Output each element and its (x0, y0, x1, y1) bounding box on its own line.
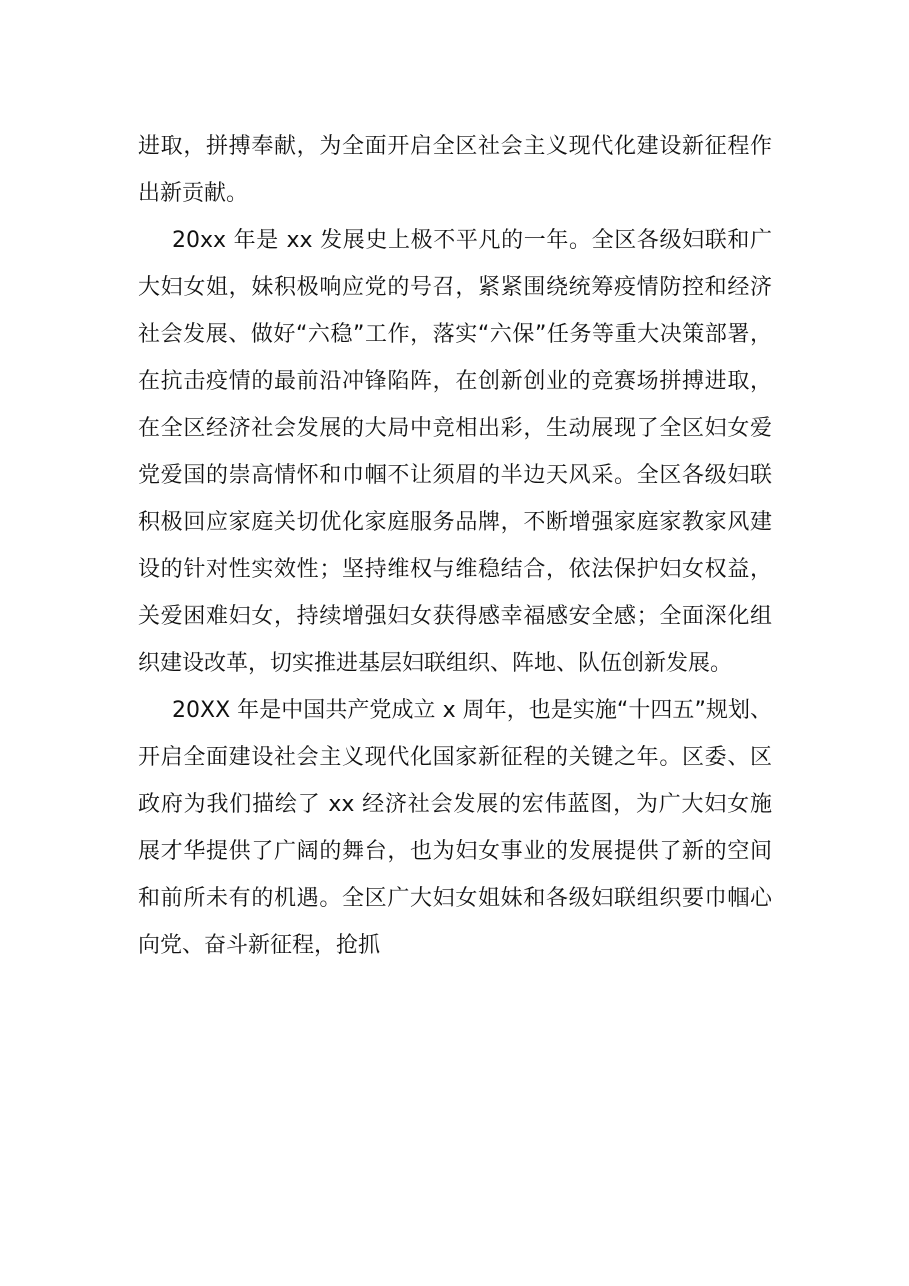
paragraph-continuation: 进取，拼搏奉献，为全面开启全区社会主义现代化建设新征程作出新贡献。 (138, 134, 772, 206)
paragraph-20xx-review: 20xx 年是 xx 发展史上极不平凡的一年。全区各级妇联和广大妇女姐，妹积极响应党的号召，紧紧围绕统筹疫情防控和经济社会发展、做好“六稳”工作，落实“六保”任务等重大决策部署，在抗击疫情的最前沿冲锋陷阵，在创新创业的竞赛场拼搏进取，在全区经济社会发展的大局中竞相出彩，生动展现了全区妇女爱党爱国的崇高情怀和巾帼不让须眉的半边天风采。全区各级妇联积极回应家庭关切优化家庭服务品牌，不断增强家庭家教家风建设的针对性实效性；坚持维权与维稳结合，依法保护妇女权益，关爱困难妇女，持续增强妇女获得感幸福感安全感；全面深化组织建设改革，切实推进基层妇联组织、阵地、队伍创新发展。 (138, 228, 772, 676)
paragraph-20xx-outlook: 20XX 年是中国共产党成立 x 周年，也是实施“十四五”规划、开启全面建设社会主义现代化国家新征程的关键之年。区委、区政府为我们描绘了 xx 经济社会发展的宏伟蓝图，为广大妇女施展才华提供了广阔的舞台，也为妇女事业的发展提供了新的空间和前所未有的机遇。全区广大妇女姐妹和各级妇联组织要巾帼心向党、奋斗新征程，抢抓 (138, 698, 772, 958)
document-body (138, 123, 772, 969)
